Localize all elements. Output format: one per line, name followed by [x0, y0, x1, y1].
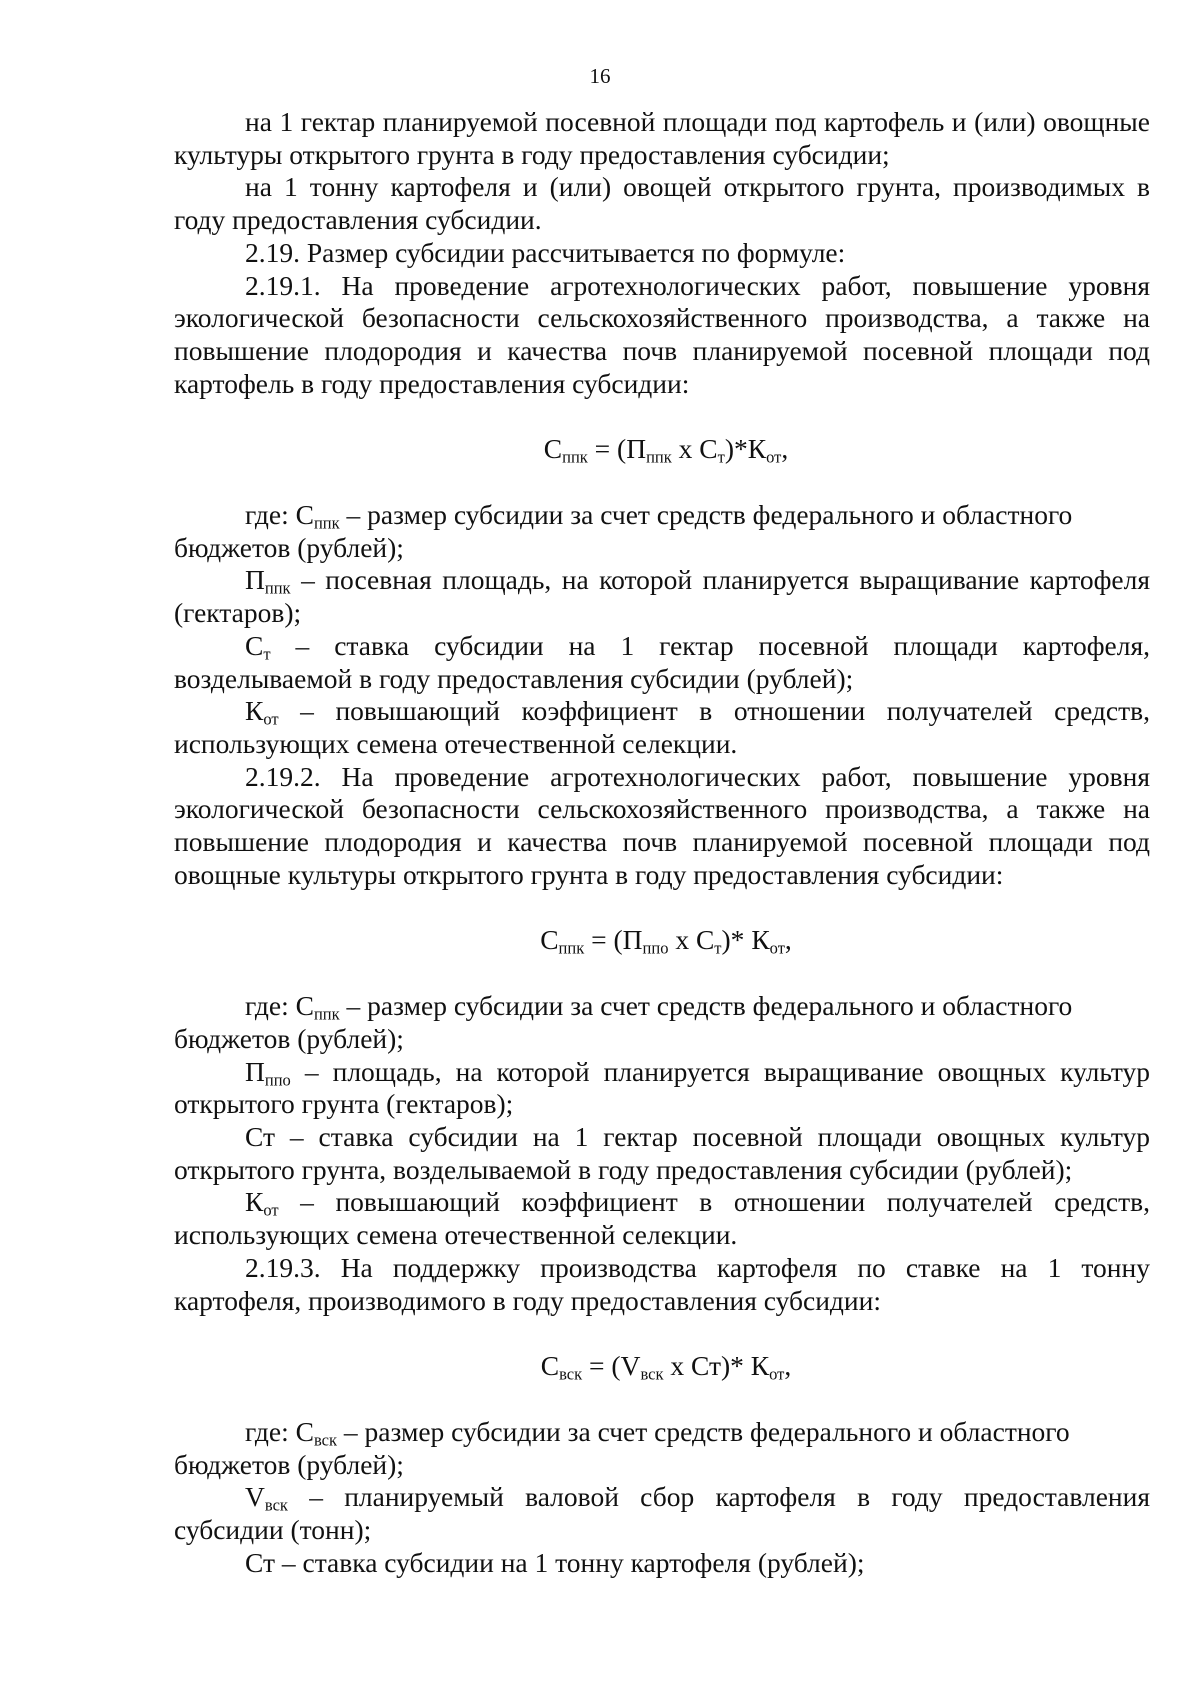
formula-operator: х Ст)*: [663, 1350, 751, 1382]
subscript: ппо: [642, 939, 669, 959]
formula-potato-area: [174, 433, 1150, 466]
definition-text: – размер субсидии за счет средств федерального и областного: [339, 499, 1073, 531]
symbol: К: [245, 1186, 264, 1218]
definition: [174, 564, 1150, 629]
formula-operator: х: [668, 924, 696, 956]
subscript: вск: [313, 1430, 338, 1450]
symbol: V: [620, 1350, 641, 1382]
formula-operator: )*: [724, 433, 748, 465]
symbol: V: [245, 1481, 265, 1513]
paragraph: Ст – ставка субсидии на 1 тонну картофеля (рублей);: [245, 1546, 865, 1578]
formula-operator: = (: [584, 924, 623, 956]
subscript: ппо: [264, 1070, 291, 1090]
definition: [174, 499, 1150, 532]
subscript: от: [263, 709, 279, 729]
definition: [174, 630, 1150, 695]
subscript: вск: [640, 1364, 664, 1384]
subscript: ппк: [313, 1004, 340, 1024]
subscript: т: [717, 447, 725, 467]
formula-operator: = (: [582, 1350, 621, 1382]
symbol: П: [245, 564, 265, 596]
subscript: ппк: [646, 447, 672, 467]
symbol: С: [695, 924, 715, 956]
paragraph: 2.19. Размер субсидии рассчитывается по формуле:: [245, 236, 846, 268]
subscript: вск: [264, 1495, 288, 1515]
subscript: ппк: [264, 579, 291, 599]
formula-operator: ,: [781, 433, 789, 465]
paragraph: 2.19.3. На поддержку производства картофеля по ставке на 1 тонну картофеля, производимого в году предоставления субсидии:: [174, 1251, 1150, 1316]
subscript: вск: [559, 1364, 583, 1384]
symbol: П: [622, 924, 643, 956]
symbol: К: [245, 695, 264, 727]
document-body: [174, 106, 1150, 1579]
symbol: С: [540, 1350, 560, 1382]
subscript: ппк: [562, 447, 588, 467]
subscript: от: [766, 447, 782, 467]
symbol: С: [543, 433, 563, 465]
formula-operator: )*: [721, 924, 752, 956]
paragraph: 2.19.2. На проведение агротехнологических работ, повышение уровня экологической безопасности сельскохозяйственного производства, а также на повышение плодородия и качества почв планируемой посевной площади под овощные культуры открытого грунта в году предоставления субсидии:: [174, 760, 1150, 890]
definition: [174, 1056, 1150, 1121]
subscript: от: [263, 1201, 279, 1220]
symbol: С: [295, 990, 314, 1022]
paragraph: на 1 гектар планируемой посевной площади под картофель и (или) овощные культуры открытого грунта в году предоставления субсидии;: [174, 106, 1150, 170]
definition-text: – посевная площадь, на которой планируется выращивание картофеля (гектаров);: [174, 564, 1151, 629]
symbol: С: [699, 433, 718, 465]
definition: [174, 990, 1150, 1023]
where-label: где:: [245, 1415, 296, 1447]
where-label: где:: [245, 499, 296, 531]
symbol: П: [626, 433, 647, 465]
definition: [174, 1481, 1150, 1546]
subscript: т: [714, 939, 722, 959]
definition-text: – повышающий коэффициент в отношении получателей средств, использующих семена отечественной селекции.: [174, 1186, 1150, 1251]
formula-vegetable-area: [174, 924, 1150, 957]
formula-operator: ,: [784, 1350, 792, 1382]
formula-operator: = (: [587, 433, 627, 465]
symbol: П: [245, 1055, 265, 1087]
definition-text: – планируемый валовой сбор картофеля в году предоставления субсидии (тонн);: [174, 1481, 1151, 1546]
definition: [174, 1416, 1150, 1449]
symbol: С: [295, 499, 314, 531]
symbol: К: [750, 1350, 770, 1382]
symbol: К: [747, 433, 767, 465]
paragraph: бюджетов (рублей);: [174, 1448, 404, 1480]
paragraph: бюджетов (рублей);: [174, 531, 404, 563]
definition: [174, 695, 1150, 760]
where-label: где:: [245, 990, 296, 1022]
paragraph: бюджетов (рублей);: [174, 1022, 404, 1054]
symbol: С: [295, 1415, 314, 1447]
definition-text: – размер субсидии за счет средств федерального и областного: [337, 1415, 1070, 1447]
definition-text: – площадь, на которой планируется выращивание овощных культур открытого грунта (гектаров);: [174, 1055, 1150, 1120]
symbol: С: [245, 629, 264, 661]
formula-operator: х: [671, 433, 700, 465]
subscript: ппк: [313, 513, 340, 533]
formula-operator: ,: [784, 924, 792, 956]
subscript: от: [769, 1364, 785, 1384]
definition-text: – ставка субсидии на 1 гектар посевной площади картофеля, возделываемой в году предоставления субсидии (рублей);: [174, 629, 1150, 694]
definition-text: – размер субсидии за счет средств федерального и областного: [339, 990, 1073, 1022]
subscript: ппк: [558, 939, 585, 959]
symbol: К: [751, 924, 770, 956]
subscript: т: [263, 644, 271, 664]
paragraph: 2.19.1. На проведение агротехнологических работ, повышение уровня экологической безопасности сельскохозяйственного производства, а также на повышение плодородия и качества почв планируемой посевной площади под картофель в году предоставления субсидии:: [174, 269, 1150, 399]
definition: [174, 1186, 1150, 1251]
paragraph: на 1 тонну картофеля и (или) овощей открытого грунта, производимых в году предоставления субсидии.: [174, 171, 1150, 236]
paragraph: Ст – ставка субсидии на 1 гектар посевной площади овощных культур открытого грунта, возделываемой в году предоставления субсидии (рублей);: [174, 1120, 1150, 1185]
page-number: 16: [589, 64, 611, 88]
definition-text: – повышающий коэффициент в отношении получателей средств, использующих семена отечественной селекции.: [174, 695, 1150, 759]
symbol: С: [540, 924, 559, 956]
subscript: от: [769, 939, 785, 959]
formula-potato-harvest: [174, 1350, 1150, 1383]
